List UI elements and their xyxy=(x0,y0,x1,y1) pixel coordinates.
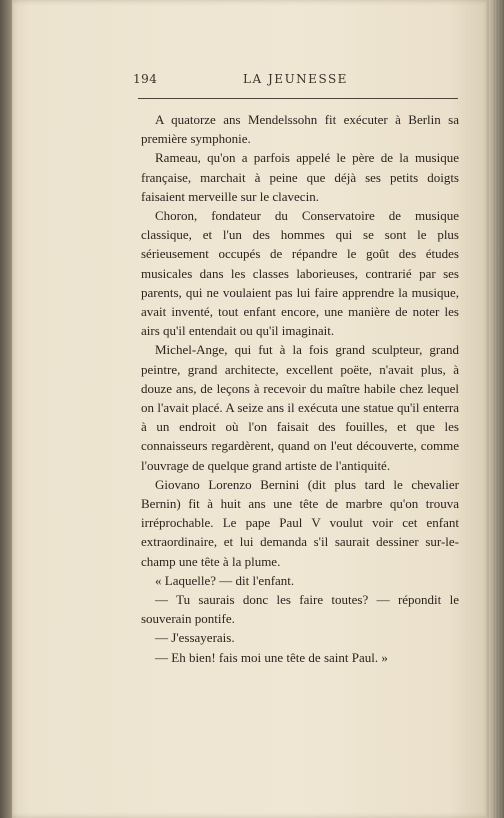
paragraph-michel-ange: Michel-Ange, qui fut à la fois grand sculpteur, grand peintre, grand architecte, excellent poëte, n'avait plus, à douze ans, de leçons à recevoir du maître habile chez lequel on l'avait placé. A seize ans il exécuta une statue qu'il enterra à un endroit où l'on faisait des fouilles, et que les connaisseurs regardèrent, quand on l'eut découverte, comme l'ouvrage de quelque grand artiste de l'antiquité. xyxy=(141,342,459,473)
paragraph-bernini: Giovano Lorenzo Bernini (dit plus tard le chevalier Bernin) fit à huit ans une tête de marbre qu'on trouva irréprochable. Le pape Paul V voulut voir cet enfant extraordinaire, et lui demanda s'il saurait dessiner sur-le-champ une tête à la plume. xyxy=(141,476,459,569)
dialogue-line: — J'essayerais. xyxy=(155,630,235,646)
page-header xyxy=(133,72,458,88)
paragraph-choron: Choron, fondateur du Conservatoire de musique classique, et l'un des hommes qui se sont le plus sérieusement occupés de répandre le goût des études musicales dans les classes laborieuses, contrarié par ses parents, qui ne voulaient pas lui faire apprendre la musique, avait inventé, tout enfant encore, une manière de noter les airs qu'il entendait ou qu'il imaginait. xyxy=(141,208,459,339)
dialogue-line: — Eh bien! fais moi une tête de saint Paul. » xyxy=(155,649,388,665)
dialogue-line: — Tu saurais donc les faire toutes? — répondit le souverain pontife. xyxy=(141,592,459,627)
running-title: LA JEUNESSE xyxy=(243,72,348,86)
paragraph-rameau: Rameau, qu'on a parfois appelé le père de la musique française, marchait à peine que déjà ses petits doigts faisaient merveille sur le clavecin. xyxy=(141,150,459,204)
body-text xyxy=(141,110,459,667)
header-rule xyxy=(138,98,458,99)
paragraph-mendelssohn: A quatorze ans Mendelssohn fit exécuter à Berlin sa première symphonie. xyxy=(141,112,459,147)
page-edges xyxy=(486,0,504,818)
dialogue-line: « Laquelle? — dit l'enfant. xyxy=(155,572,295,588)
page-number: 194 xyxy=(133,72,158,86)
